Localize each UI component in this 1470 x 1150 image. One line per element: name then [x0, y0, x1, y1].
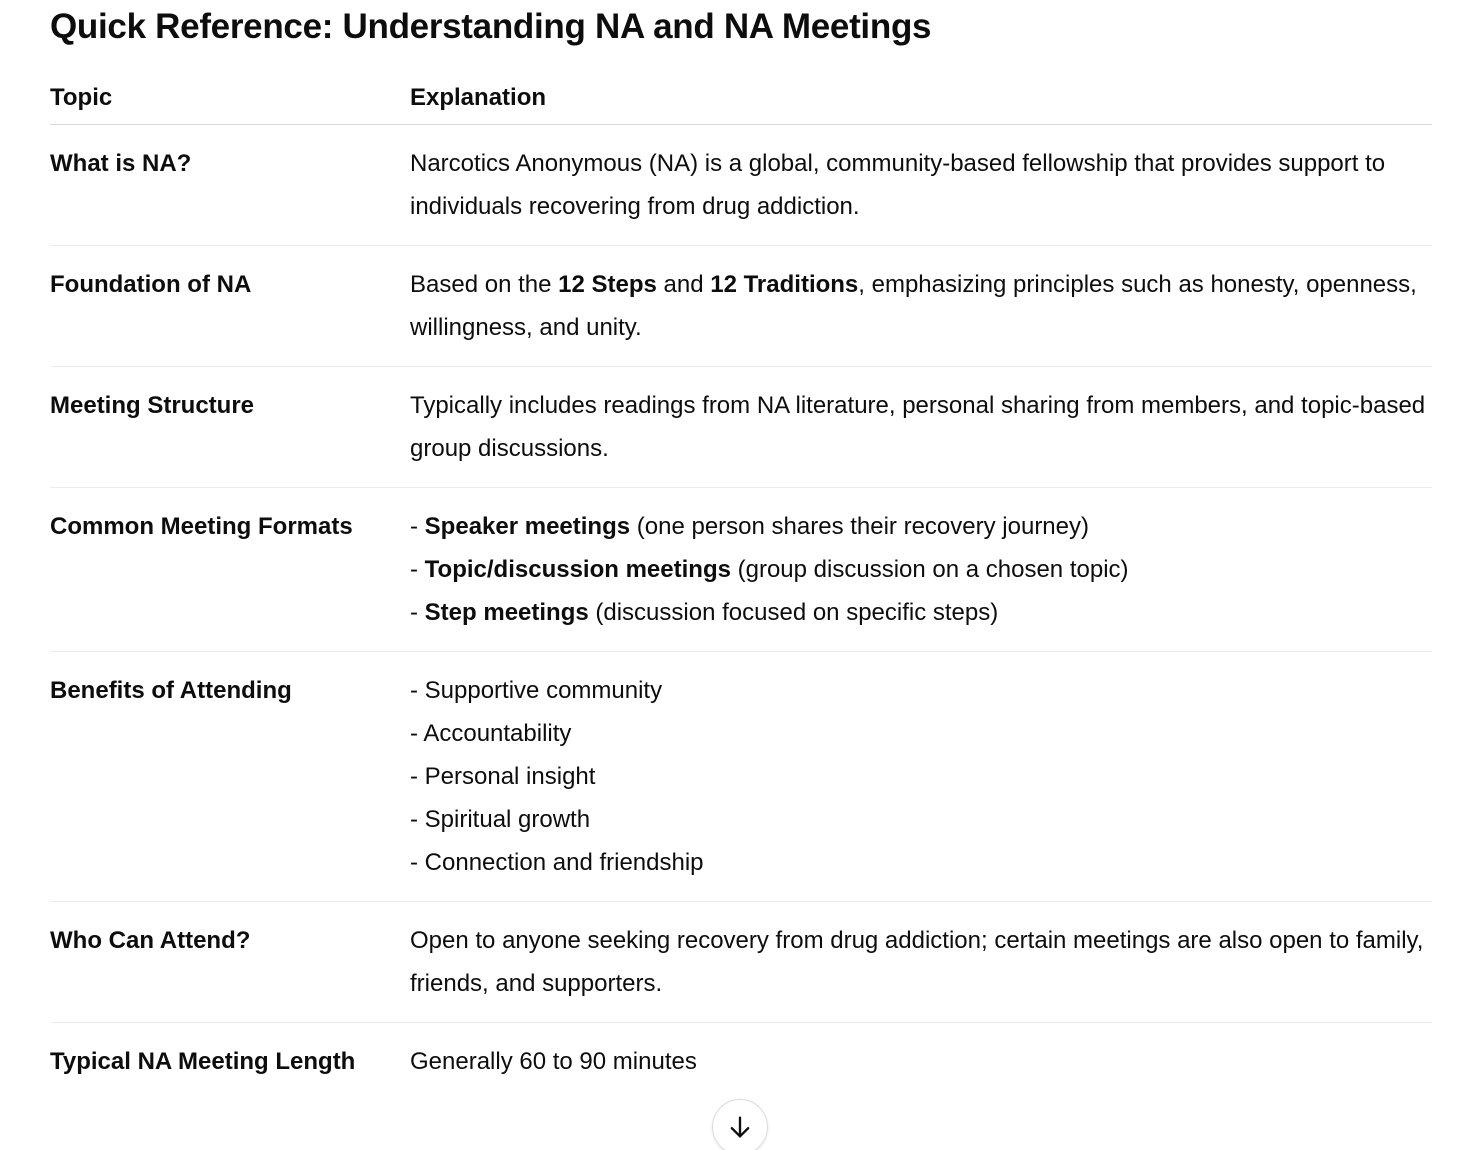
explanation-line	[410, 505, 1432, 548]
explanation-line	[410, 755, 1432, 798]
explanation-line	[410, 384, 1432, 470]
explanation-line	[410, 919, 1432, 1005]
explanation-text: Open to anyone seeking recovery from drug addiction; certain meetings are also open to family, friends, and supporters.	[410, 927, 1424, 997]
emphasized-text: 12 Traditions	[710, 271, 859, 298]
explanation-line	[410, 1040, 1432, 1083]
table-row	[50, 488, 1432, 652]
column-header-explanation: Explanation	[410, 74, 1432, 125]
topic-cell: Meeting Structure	[50, 367, 410, 488]
explanation-text: (one person shares their recovery journey)	[630, 513, 1089, 540]
explanation-text: (group discussion on a chosen topic)	[730, 556, 1129, 583]
topic-cell: Benefits of Attending	[50, 652, 410, 902]
explanation-cell	[410, 1023, 1432, 1101]
page-title: Quick Reference: Understanding NA and NA Meetings	[50, 7, 932, 46]
topic-cell: Who Can Attend?	[50, 902, 410, 1023]
scroll-to-bottom-button[interactable]	[712, 1099, 768, 1150]
explanation-text: - Personal insight	[410, 763, 596, 790]
explanation-text: , emphasizing principles such as honesty, openness, willingness, and unity.	[410, 271, 1417, 341]
arrow-down-icon	[726, 1113, 754, 1141]
explanation-text: -	[410, 556, 425, 583]
topic-cell: Typical NA Meeting Length	[50, 1048, 356, 1075]
quick-reference-table	[50, 74, 1432, 1100]
explanation-line	[410, 142, 1432, 228]
explanation-cell	[410, 488, 1432, 652]
table-row	[50, 125, 1432, 246]
explanation-cell	[410, 125, 1432, 246]
explanation-text: - Supportive community	[410, 677, 663, 704]
explanation-text: Generally 60 to 90 minutes	[410, 1048, 697, 1075]
explanation-line	[410, 841, 1432, 884]
explanation-line	[410, 669, 1432, 712]
table-row	[50, 902, 1432, 1023]
explanation-text: - Spiritual growth	[410, 806, 591, 833]
topic-cell: Foundation of NA	[50, 246, 410, 367]
explanation-cell	[410, 246, 1432, 367]
explanation-text: Based on the	[410, 271, 559, 298]
emphasized-text: Speaker meetings	[424, 513, 631, 540]
topic-cell: Common Meeting Formats	[50, 488, 410, 652]
table-row	[50, 1023, 1432, 1101]
explanation-line	[410, 798, 1432, 841]
explanation-cell	[410, 902, 1432, 1023]
explanation-line	[410, 548, 1432, 591]
explanation-text: Typically includes readings from NA literature, personal sharing from members, and topic-based group discussions.	[410, 392, 1426, 462]
explanation-line	[410, 712, 1432, 755]
explanation-line	[410, 263, 1432, 349]
column-header-topic: Topic	[50, 74, 410, 125]
table-header-row	[50, 74, 1432, 125]
table-row	[50, 246, 1432, 367]
explanation-cell	[410, 367, 1432, 488]
explanation-text: - Connection and friendship	[410, 849, 704, 876]
explanation-text: (discussion focused on specific steps)	[588, 599, 999, 626]
explanation-text: -	[410, 513, 425, 540]
topic-cell: What is NA?	[50, 125, 410, 246]
explanation-text: - Accountability	[410, 720, 572, 747]
emphasized-text: Step meetings	[424, 599, 589, 626]
explanation-text: -	[410, 599, 425, 626]
emphasized-text: Topic/discussion meetings	[424, 556, 731, 583]
explanation-text: and	[656, 271, 711, 298]
explanation-line	[410, 591, 1432, 634]
table-row	[50, 652, 1432, 902]
emphasized-text: 12 Steps	[558, 271, 657, 298]
table-row	[50, 367, 1432, 488]
explanation-text: Narcotics Anonymous (NA) is a global, community-based fellowship that provides support to individuals recovering from drug addiction.	[410, 150, 1386, 220]
explanation-cell	[410, 652, 1432, 902]
table-body	[50, 125, 1432, 1101]
